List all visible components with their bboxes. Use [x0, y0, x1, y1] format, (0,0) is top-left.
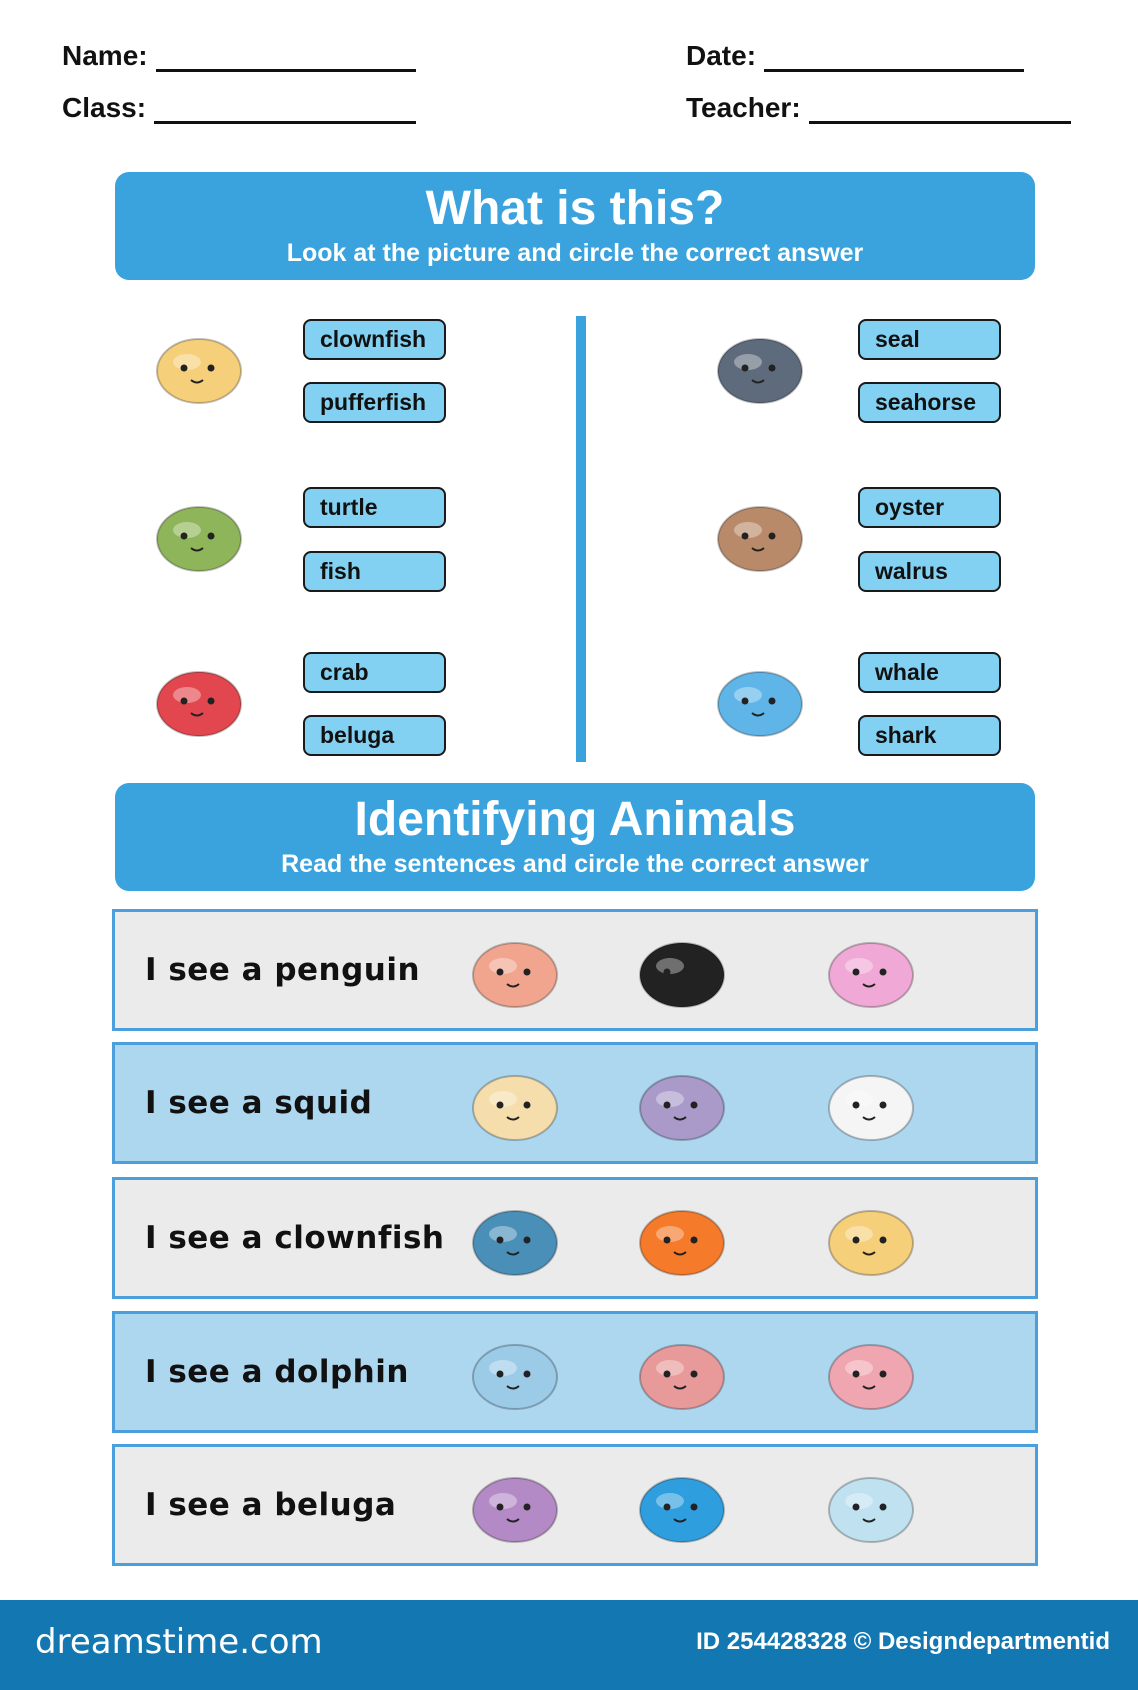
seal-picture-icon	[700, 316, 820, 416]
shark-picture-icon	[700, 649, 820, 749]
crab-picture-icon	[139, 649, 259, 749]
section2-subtitle: Read the sentences and circle the correct answer	[281, 850, 869, 878]
sentence-row	[112, 1042, 1038, 1164]
footer-bar	[0, 1600, 1138, 1690]
sentence-text: I see a dolphin	[145, 1354, 409, 1390]
answer-option-turtle[interactable]: turtle	[303, 487, 446, 528]
section1-subtitle: Look at the picture and circle the correct answer	[286, 239, 864, 267]
answer-option-fish[interactable]: fish	[303, 551, 446, 592]
answer-option-walrus[interactable]: walrus	[858, 551, 1001, 592]
clownfish-picture-icon[interactable]	[622, 1188, 742, 1288]
polar-bear-picture-icon[interactable]	[811, 1053, 931, 1153]
jellyfish-picture-icon[interactable]	[811, 920, 931, 1020]
section1-banner	[115, 172, 1035, 280]
pufferfish-picture-icon	[139, 316, 259, 416]
seahorse-picture-icon[interactable]	[455, 1455, 575, 1555]
image-credit: ID 254428328 © Designdepartmentid	[696, 1628, 1110, 1655]
class-line	[154, 95, 416, 124]
answer-option-shark[interactable]: shark	[858, 715, 1001, 756]
octopus-picture-icon[interactable]	[622, 1053, 742, 1153]
swordfish-picture-icon[interactable]	[455, 1188, 575, 1288]
squid-picture-icon[interactable]	[455, 1053, 575, 1153]
answer-option-crab[interactable]: crab	[303, 652, 446, 693]
walrus-picture-icon	[700, 484, 820, 584]
beluga-picture-icon[interactable]	[811, 1455, 931, 1555]
penguin-picture-icon[interactable]	[622, 920, 742, 1020]
teacher-field[interactable]	[686, 92, 1071, 124]
stingray-picture-icon[interactable]	[455, 1322, 575, 1422]
sentence-text: I see a penguin	[145, 952, 421, 988]
sentence-text: I see a squid	[145, 1085, 373, 1121]
answer-option-seal[interactable]: seal	[858, 319, 1001, 360]
date-field[interactable]	[686, 40, 1024, 72]
answer-option-whale[interactable]: whale	[858, 652, 1001, 693]
teacher-line	[809, 95, 1071, 124]
teacher-label: Teacher:	[686, 92, 801, 123]
class-label: Class:	[62, 92, 147, 123]
answer-option-beluga[interactable]: beluga	[303, 715, 446, 756]
sentence-row	[112, 1311, 1038, 1433]
dreamstime-logo: dreamstime.com	[35, 1622, 323, 1662]
oyster-picture-icon[interactable]	[622, 1322, 742, 1422]
name-field[interactable]	[62, 40, 416, 72]
column-divider	[576, 316, 586, 762]
sentence-text: I see a clownfish	[145, 1220, 445, 1256]
turtle-picture-icon	[139, 484, 259, 584]
sentence-row	[112, 909, 1038, 1031]
sentence-row	[112, 1444, 1038, 1566]
whale-picture-icon[interactable]	[622, 1455, 742, 1555]
pufferfish-picture-icon[interactable]	[811, 1188, 931, 1288]
answer-option-seahorse[interactable]: seahorse	[858, 382, 1001, 423]
section2-title: Identifying Animals	[354, 793, 796, 846]
section1-title: What is this?	[425, 182, 725, 235]
class-field[interactable]	[62, 92, 416, 124]
date-line	[764, 43, 1024, 72]
name-line	[156, 43, 416, 72]
shrimp-picture-icon[interactable]	[455, 920, 575, 1020]
answer-option-oyster[interactable]: oyster	[858, 487, 1001, 528]
name-label: Name:	[62, 40, 148, 71]
answer-option-clownfish[interactable]: clownfish	[303, 319, 446, 360]
sentence-row	[112, 1177, 1038, 1299]
dolphin-picture-icon[interactable]	[811, 1322, 931, 1422]
sentence-text: I see a beluga	[145, 1487, 397, 1523]
section2-banner	[115, 783, 1035, 891]
answer-option-pufferfish[interactable]: pufferfish	[303, 382, 446, 423]
date-label: Date:	[686, 40, 757, 71]
